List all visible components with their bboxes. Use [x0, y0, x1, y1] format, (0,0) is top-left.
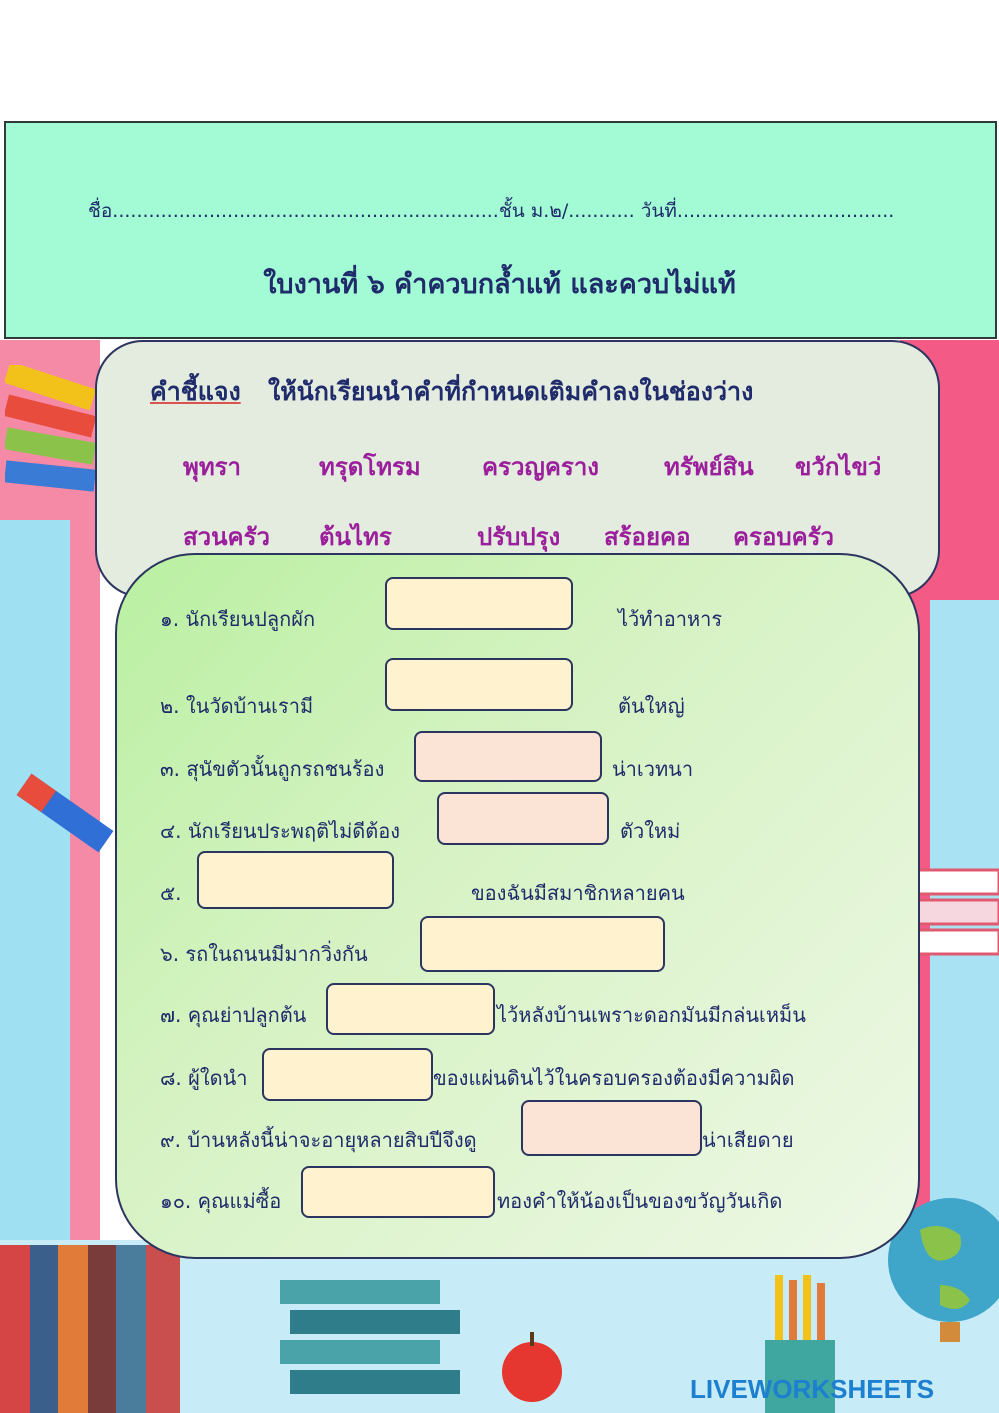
question-text: ๙. บ้านหลังนี้น่าจะอายุหลายสิบปีจึงดู [160, 1128, 477, 1152]
answer-drop-box[interactable] [326, 983, 495, 1035]
question-text: ๗. คุณย่าปลูกต้น [160, 1003, 307, 1027]
question-text-after: ทองคำให้น้องเป็นของขวัญวันเกิด [497, 1189, 783, 1213]
question-text-after: ของฉันมีสมาชิกหลายคน [471, 881, 685, 905]
question-text-after: น่าเสียดาย [702, 1128, 794, 1152]
word-bank-item[interactable]: ครวญคราง [482, 453, 600, 481]
word-bank-item[interactable]: ขวักไขว่ [795, 453, 882, 481]
question-text: ๑๐. คุณแม่ซื้อ [160, 1189, 282, 1213]
word-bank-item[interactable]: พุทรา [183, 453, 242, 481]
question-text: ๓. สุนัขตัวนั้นถูกรถชนร้อง [160, 757, 385, 781]
answer-drop-box[interactable] [521, 1100, 702, 1156]
question-text: ๒. ในวัดบ้านเรามี [160, 694, 314, 718]
instructions-text: ให้นักเรียนนำคำที่กำหนดเติมคำลงในช่องว่าง [268, 377, 754, 406]
question-text-after: ไว้หลังบ้านเพราะดอกมันมีกล่นเหม็น [497, 1003, 806, 1027]
student-info-line: ชื่อ................................................................ชั้น ม.๒/........... วันที่.................................... [88, 200, 895, 222]
book-stack-illustration [280, 1270, 460, 1413]
background-left-stripe [0, 520, 70, 1240]
word-bank-item[interactable]: สวนครัว [183, 523, 270, 551]
answer-drop-box[interactable] [197, 851, 394, 909]
apple-illustration [495, 1330, 570, 1405]
word-bank-item[interactable]: ต้นไทร [319, 523, 392, 551]
answer-drop-box[interactable] [385, 577, 573, 630]
answer-drop-box[interactable] [414, 731, 602, 782]
question-text-after: ต้นใหญ่ [618, 694, 685, 718]
question-text: ๔. นักเรียนประพฤติไม่ดีต้อง [160, 819, 401, 843]
pencil-illustration [10, 770, 120, 870]
question-text: ๘. ผู้ใดนำ [160, 1066, 248, 1090]
header-panel [4, 121, 997, 339]
word-bank-item[interactable]: ครอบครัว [733, 523, 835, 551]
question-text-after: น่าเวทนา [612, 757, 694, 781]
question-text-after: ไว้ทำอาหาร [618, 607, 723, 631]
books-illustration [5, 365, 100, 505]
word-bank-item[interactable]: ทรุดโทรม [319, 453, 421, 481]
word-bank-item[interactable]: ปรับปรุง [477, 523, 561, 551]
answer-drop-box[interactable] [301, 1166, 495, 1218]
question-text: ๑. นักเรียนปลูกผัก [160, 607, 316, 631]
liveworksheets-logo[interactable]: LIVEWORKSHEETS [690, 1374, 935, 1404]
question-text-after: ตัวใหม่ [620, 819, 681, 843]
question-text-after: ของแผ่นดินไว้ในครอบครองต้องมีความผิด [433, 1066, 795, 1090]
answer-drop-box[interactable] [437, 792, 609, 845]
page-title: ใบงานที่ ๖ คำควบกล้ำแท้ และควบไม่แท้ [263, 269, 736, 300]
question-text: ๖. รถในถนนมีมากวิ่งกัน [160, 942, 368, 966]
word-bank-item[interactable]: ทรัพย์สิน [664, 453, 754, 481]
bookshelf-illustration [0, 1245, 180, 1413]
answer-drop-box[interactable] [262, 1048, 433, 1101]
word-bank-item[interactable]: สร้อยคอ [604, 523, 691, 551]
instructions-label: คำชี้แจง [150, 377, 241, 406]
question-text: ๕. [160, 881, 182, 905]
answer-drop-box[interactable] [420, 916, 665, 972]
answer-drop-box[interactable] [385, 658, 573, 711]
